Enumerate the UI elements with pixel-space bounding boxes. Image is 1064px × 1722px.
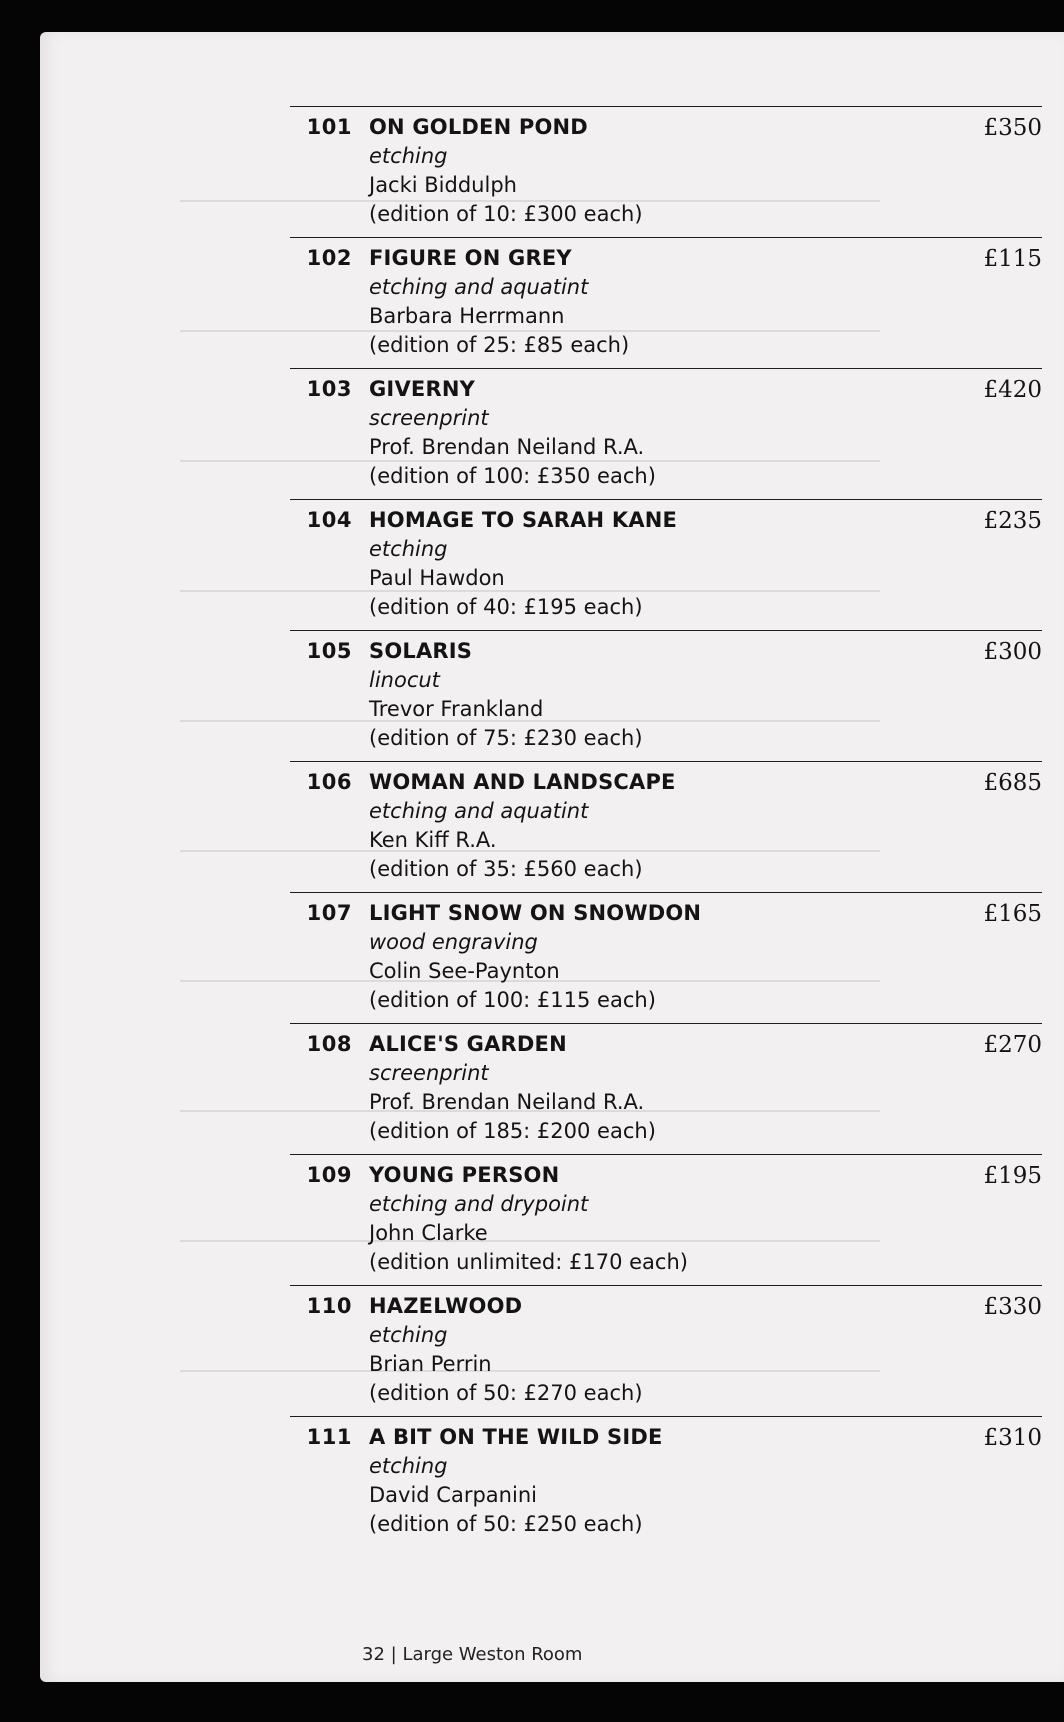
- entry-title: ON GOLDEN POND: [369, 115, 588, 139]
- entry-number: 101: [306, 115, 352, 139]
- catalogue-entry: [290, 368, 1042, 499]
- entry-price: £195: [983, 1163, 1042, 1189]
- entry-medium: etching and aquatint: [369, 799, 589, 823]
- entry-price: £115: [983, 246, 1042, 272]
- entry-title: SOLARIS: [369, 639, 473, 663]
- entry-medium: etching: [369, 1323, 448, 1347]
- catalogue-entry: [290, 892, 1042, 1023]
- entry-price: £685: [983, 770, 1042, 796]
- entry-artist: Paul Hawdon: [369, 566, 505, 590]
- entry-details: [369, 637, 643, 753]
- entry-edition: (edition of 50: £270 each): [369, 1381, 643, 1405]
- catalogue-entry: [290, 1154, 1042, 1285]
- entry-artist: Ken Kiff R.A.: [369, 828, 497, 852]
- entry-details: [369, 506, 677, 622]
- entry-edition: (edition of 100: £115 each): [369, 988, 656, 1012]
- entry-number: 107: [306, 901, 352, 925]
- entry-medium: screenprint: [369, 406, 489, 430]
- entry-title: GIVERNY: [369, 377, 476, 401]
- room-name: Large Weston Room: [402, 1644, 583, 1665]
- footer-separator: |: [390, 1644, 403, 1665]
- entry-details: [369, 1161, 688, 1277]
- entry-artist: John Clarke: [369, 1221, 488, 1245]
- entry-medium: etching and aquatint: [369, 275, 589, 299]
- catalogue-entry: [290, 1285, 1042, 1416]
- entry-edition: (edition of 10: £300 each): [369, 202, 643, 226]
- entry-edition: (edition of 100: £350 each): [369, 464, 656, 488]
- entry-edition: (edition of 35: £560 each): [369, 857, 643, 881]
- entry-medium: screenprint: [369, 1061, 489, 1085]
- catalogue-entry: [290, 761, 1042, 892]
- entry-price: £270: [983, 1032, 1042, 1058]
- entry-medium: wood engraving: [369, 930, 538, 954]
- entry-title: FIGURE ON GREY: [369, 246, 572, 270]
- entry-number: 105: [306, 639, 352, 663]
- catalogue-entry: [290, 1416, 1042, 1547]
- entry-details: [369, 1030, 656, 1146]
- entry-details: [369, 1292, 643, 1408]
- entry-edition: (edition unlimited: £170 each): [369, 1250, 688, 1274]
- entry-price: £420: [983, 377, 1042, 403]
- entry-details: [369, 244, 629, 360]
- catalogue-entry: [290, 630, 1042, 761]
- entry-details: [369, 375, 656, 491]
- entry-medium: etching: [369, 537, 448, 561]
- entry-details: [369, 768, 676, 884]
- entry-artist: Prof. Brendan Neiland R.A.: [369, 1090, 645, 1114]
- entry-number: 103: [306, 377, 352, 401]
- entry-title: LIGHT SNOW ON SNOWDON: [369, 901, 702, 925]
- entry-title: WOMAN AND LANDSCAPE: [369, 770, 676, 794]
- page-number: 32: [362, 1644, 385, 1665]
- catalogue-page: [40, 32, 1064, 1682]
- catalogue-entry: [290, 106, 1042, 237]
- catalogue-entry: [290, 237, 1042, 368]
- entry-edition: (edition of 40: £195 each): [369, 595, 643, 619]
- entry-title: HOMAGE TO SARAH KANE: [369, 508, 678, 532]
- entry-details: [369, 899, 701, 1015]
- entry-title: A BIT ON THE WILD SIDE: [369, 1425, 663, 1449]
- catalogue-entry: [290, 1023, 1042, 1154]
- entry-title: HAZELWOOD: [369, 1294, 523, 1318]
- entry-price: £235: [983, 508, 1042, 534]
- entry-price: £165: [983, 901, 1042, 927]
- entry-artist: Brian Perrin: [369, 1352, 492, 1376]
- entry-edition: (edition of 25: £85 each): [369, 333, 630, 357]
- catalogue-listing: [290, 106, 1042, 1547]
- entry-number: 106: [306, 770, 352, 794]
- entry-details: [369, 1423, 663, 1539]
- entry-artist: Jacki Biddulph: [369, 173, 517, 197]
- entry-medium: linocut: [369, 668, 440, 692]
- entry-price: £300: [983, 639, 1042, 665]
- entry-artist: Colin See-Paynton: [369, 959, 560, 983]
- entry-title: YOUNG PERSON: [369, 1163, 560, 1187]
- page-footer: [362, 1644, 582, 1665]
- entry-number: 102: [306, 246, 352, 270]
- entry-artist: Barbara Herrmann: [369, 304, 565, 328]
- entry-artist: Trevor Frankland: [369, 697, 544, 721]
- entry-edition: (edition of 185: £200 each): [369, 1119, 656, 1143]
- entry-price: £310: [983, 1425, 1042, 1451]
- entry-edition: (edition of 50: £250 each): [369, 1512, 643, 1536]
- entry-number: 104: [306, 508, 352, 532]
- entry-details: [369, 113, 643, 229]
- catalogue-entry: [290, 499, 1042, 630]
- entry-edition: (edition of 75: £230 each): [369, 726, 643, 750]
- entry-medium: etching: [369, 144, 448, 168]
- entry-medium: etching and drypoint: [369, 1192, 589, 1216]
- entry-price: £350: [983, 115, 1042, 141]
- entry-number: 111: [306, 1425, 352, 1449]
- entry-number: 108: [306, 1032, 352, 1056]
- entry-artist: David Carpanini: [369, 1483, 537, 1507]
- entry-price: £330: [983, 1294, 1042, 1320]
- entry-number: 109: [306, 1163, 352, 1187]
- entry-artist: Prof. Brendan Neiland R.A.: [369, 435, 645, 459]
- entry-number: 110: [306, 1294, 352, 1318]
- entry-title: ALICE'S GARDEN: [369, 1032, 567, 1056]
- entry-medium: etching: [369, 1454, 448, 1478]
